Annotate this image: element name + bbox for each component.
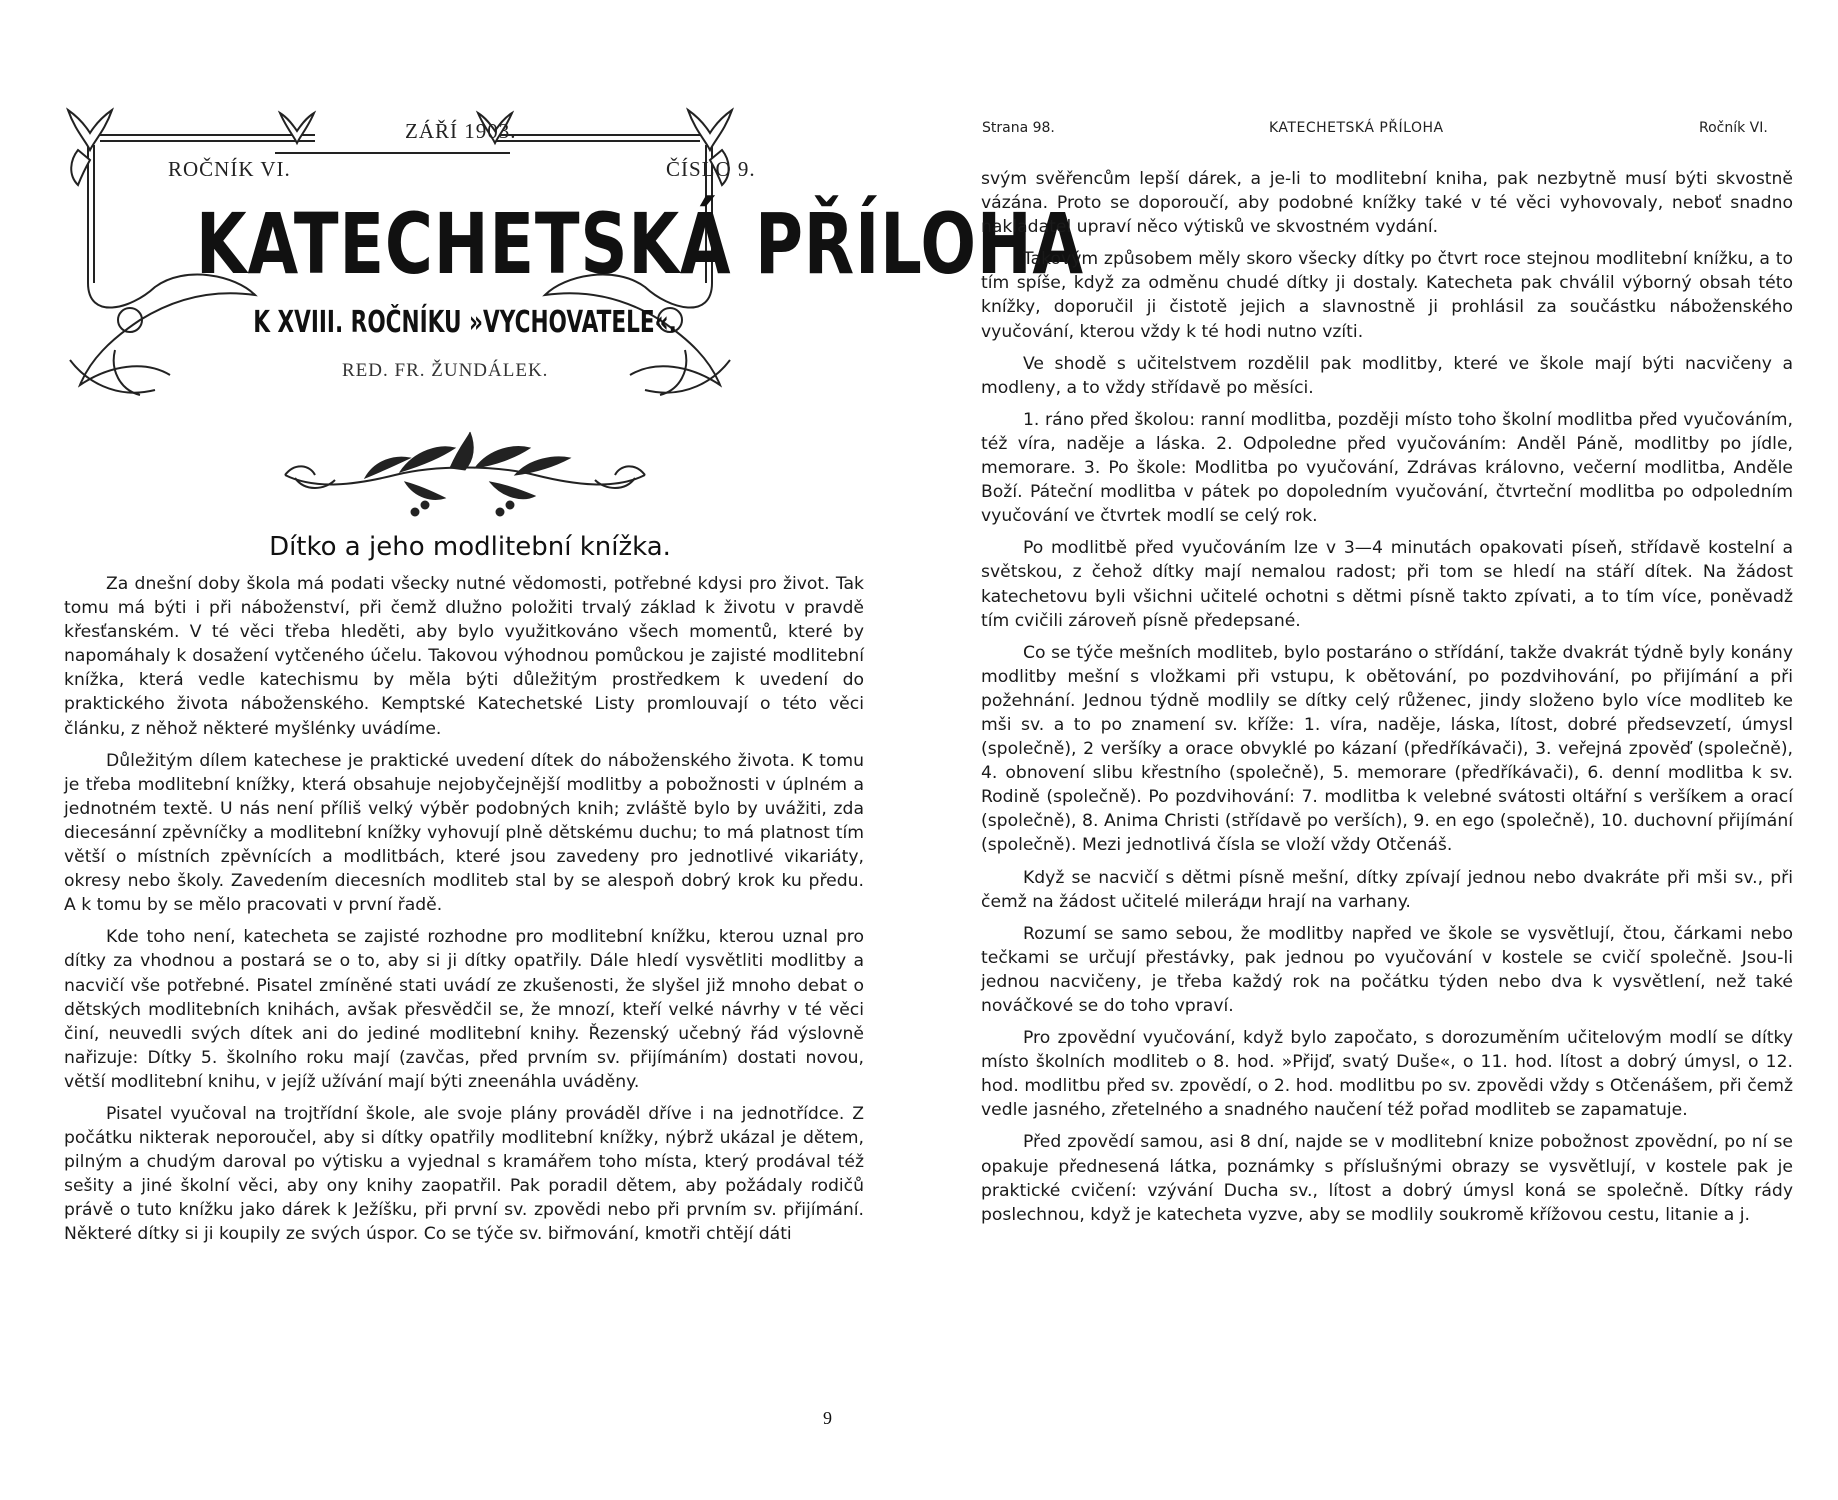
- paragraph: Po modlitbě před vyučováním lze v 3—4 minutách opakovati píseň, střídavě kostelní a světskou, z čehož dítky mají nemalou radost; při tom se hledí na stáří dítek. Na žádost katechetovu byli všichni učitelé ochotni s dětmi písně takto zpívati, a to tím více, poněvadž tím cvičili zároveň písně předepsané.: [981, 538, 1793, 631]
- running-head-title: KATECHETSKÁ PŘÍLOHA: [1269, 120, 1444, 136]
- paragraph: Rozumí se samo sebou, že modlitby napřed ve škole se vysvětlují, čtou, čárkami nebo tečkami se určují přestávky, pak jednou po vyučování v kostele se cvičí společně. Jsou-li jednou nacvičeny, je třeba každý rok na počátku týden nebo dva k vysvětlení, než také nováčkové se do toho vpraví.: [981, 923, 1793, 1016]
- paragraph: Pisatel vyučoval na trojtřídní škole, ale svoje plány prováděl dříve i na jednotřídce. Z počátku nikterak neporoučel, aby si dítky opatřily modlitební knížky, nýbrž ukázal je dětem, pilným a chudým daroval po výtisku a vyjednal s kramářem toho místa, který prodával též sešity a jiné školní věci, aby ony knihy zaopatřil. Pak poradil dětem, aby požádaly rodičů právě o tuto knížku jako dárek k Ježíšku, při první sv. zpovědi nebo při prvním sv. přijímání. Některé dítky si ji koupily ze svých úspor. Co se týče sv. biřmování, kmotři chtějí dáti: [64, 1103, 864, 1245]
- publication-subtitle: K XVIII. ROČNÍKU »VYCHOVATELE«.: [253, 305, 677, 340]
- editor-line: RED. FR. ŽUNDÁLEK.: [342, 360, 549, 381]
- paragraph: Takovým způsobem měly skoro všecky dítky po čtvrt roce stejnou modlitební knížku, a to tím spíše, když za odměnu chudé dítky ji dostaly. Katecheta pak chválil výborný obsah této knížky, doporučil ji čistotě jejich a slavnostně ji prohlásil za součástku náboženského vyučování, kterou vždy k té hodi nutno vzíti.: [981, 249, 1793, 342]
- issue-number: ČÍSLO 9.: [666, 157, 756, 181]
- paragraph: Za dnešní doby škola má podati všecky nutné vědomosti, potřebné kdysi pro život. Tak tomu má býti i při náboženství, při čemž dlužno položiti trvalý základ k životu v pravdě křesťanském. V té věci třeba hleděti, aby bylo využitkováno všech momentů, které by napomáhaly k dosažení vytčeného účelu. Takovou výhodnou pomůckou je zajisté modlitební knížka, která vedle katechismu by měla býti důležitým prostředkem k uvedení do praktického života náboženského. Kemptské Katechetské Listy promlouvají o této věci článku, z něhož některé myšlénky uvádíme.: [64, 574, 864, 739]
- running-head-volume: Ročník VI.: [1699, 120, 1768, 136]
- right-page: [919, 0, 1838, 1500]
- paragraph: Pro zpovědní vyučování, když bylo započato, s dorozuměním učitelovým modlí se dítky místo školních modliteb o 8. hod. »Přijď, svatý Duše«, o 11. hod. lítost a dobrý úmysl, o 12. hod. modlitbu před sv. zpovědí, o 2. hod. modlitbu po sv. zpovědi vždy s Otčenášem, při čemž vedle jasného, zřetelného a snadného naučení též pořad modliteb se zapamatuje.: [981, 1028, 1793, 1121]
- article-title: Dítko a jeho modlitební knížka.: [269, 532, 671, 562]
- paragraph: svým svěřencům lepší dárek, a je-li to modlitební kniha, pak nezbytně musí býti skvostně vázána. Proto se doporoučí, aby podobné knížky také v té věci vyhovovaly, neboť snadno nakladatel upraví něco výtisků ve skvostném vydání.: [981, 169, 1793, 238]
- laurel-vine-ornament: [275, 430, 655, 520]
- running-head-page: Strana 98.: [982, 120, 1055, 136]
- right-article-body: [981, 167, 1793, 1235]
- paragraph: Když se nacvičí s dětmi písně mešní, dítky zpívají jednou nebo dvakráte při mši sv., při čemž na žádost učitelé mileráди hrají na varhany.: [981, 867, 1793, 912]
- volume-number: ROČNÍK VI.: [168, 157, 291, 181]
- page-number: 9: [823, 1408, 832, 1428]
- paragraph: Ve shodě s učitelstvem rozdělil pak modlitby, které ve škole mají býti nacvičeny a modleny, a to vždy střídavě po měsíci.: [981, 353, 1793, 398]
- paragraph: Co se týče mešních modliteb, bylo postaráno o střídání, takže dvakrát týdně byly konány modlitby mešní s vložkami při vstupu, k obětování, po pozdvihování, po přijímání a při požehnání. Jednou týdně modlily se dítky celý růženec, jindy složeno bylo více modliteb ke mši sv. a to po znamení sv. kříže: 1. víra, naděje, láska, lítost, dobré předsevzetí, úmysl (společně), 2 veršíky a orace obvyklé po kázaní (předříkávači), 3. veřejná zpověď (společně), 4. obnovení slibu křestního (společně), 5. memorare (předříkávači), 6. denní modlitba k sv. Rodině (společně). Po pozdvihování: 7. modlitba k velebné svátosti oltářní s veršíkem a orací (společně), 8. Anima Christi (střídavě po verších), 9. en ego (společně), 10. duchovní přijímání (společně). Mezi jednotlivá čísla se vloží vždy Otčenáš.: [981, 642, 1793, 856]
- paragraph: Kde toho není, katecheta se zajisté rozhodne pro modlitební knížku, kterou uznal pro dítky za vhodnou a postará se o to, aby si ji dítky opatřily. Dále hledí vysvětliti modlitby a nacvičí vše potřebné. Pisatel zmíněné stati uvádí ze zkušenosti, že slyšel již mnoho debat o dětských modlitebních knihách, avšak přesvědčil se, že mnozí, kteří velké návrhy v té věci činí, neuvedli svých dítek ani do jediné modlitební knihy. Řezenský učebný řád výslovně nařizuje: Dítky 5. školního roku mají (zavčas, před prvním sv. přijímáním) dostati novou, větší modlitební knihu, v jejíž užívání mají býti zneenáhla uváděny.: [64, 927, 864, 1092]
- paragraph: 1. ráno před školou: ranní modlitba, později místo toho školní modlitba před vyučováním, též víra, naděje a láska. 2. Odpoledne před vyučováním: Anděl Páně, modlitby po jídle, memorare. 3. Po škole: Modlitba po vyučování, Zdrávas královno, večerní modlitba, Anděle Boží. Páteční modlitba v pátek po dopoledním vyučování, čtvrteční modlitba po odpoledním vyučování ve čtvrtek modlí se celý rok.: [981, 409, 1793, 527]
- publication-title: KATECHETSKÁ PŘÍLOHA: [195, 195, 1084, 293]
- issue-date: ZÁŘÍ 1903.: [405, 119, 517, 143]
- paragraph: Před zpovědí samou, asi 8 dní, najde se v modlitební knize pobožnost zpovědní, po ní se opakuje přednesená látka, poznámky s příslušnými obrazy se vysvětlují, v kostele pak je praktické cvičení: vzývání Ducha sv., lítost a dobrý úmysl koná se společně. Dítky rády poslechnou, když je katecheta vyzve, aby se modlily soukromě křížovou cestu, litanie a j.: [981, 1132, 1793, 1225]
- left-article-body: [64, 572, 864, 1255]
- paragraph: Důležitým dílem katechese je praktické uvedení dítek do náboženského života. K tomu je třeba modlitební knížky, která obsahuje nejobyčejnější modlitby a pobožnosti v úplném a jednotném textě. U nás není příliš velký výběr podobných knih; zvláště bylo by uvážiti, zda diecesánní zpěvníčky a modlitební knížky vyhovují plně dětskému duchu; to má platnost tím větší o místních zpěvnících a modlitbách, které jsou zavedeny pro jednotlivé vikariáty, okresy nebo školy. Zavedením diecesních modliteb stal by se alespoň dobrý krok ku předu. A k tomu by se mělo pracovati v první řadě.: [64, 750, 864, 916]
